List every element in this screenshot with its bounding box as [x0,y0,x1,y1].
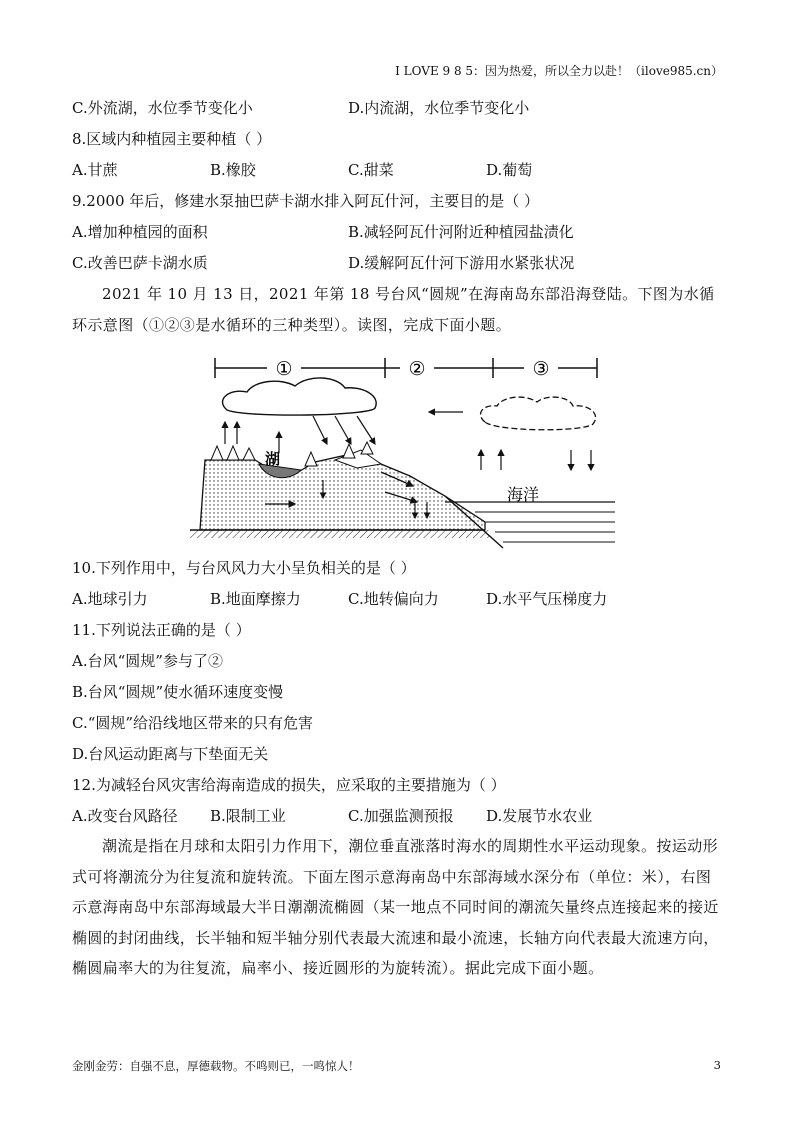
q11-stem: 11.下列说法正确的是（ ） [72,621,251,639]
page-header: I LOVE 9 8 5：因为热爱，所以全力以赴！（ilove985.cn） [395,64,723,78]
q8-option-c: C.甜菜 [348,161,394,179]
q11-option-c: C.“圆规”给沿线地区带来的只有危害 [72,714,314,732]
q12-stem: 12.为减轻台风灾害给海南造成的损失，应采取的主要措施为（ ） [72,776,506,794]
q12-option-a: A.改变台风路径 [72,807,178,825]
q10-option-d: D.水平气压梯度力 [486,590,608,608]
q8-option-d: D.葡萄 [486,161,533,179]
land-body [200,452,485,530]
q11-option-b: B.台风“圆规”使水循环速度变慢 [72,683,284,701]
footer-motto: 金刚金劳：自强不息，厚德载物。不鸣则已，一鸣惊人！ [72,1059,360,1073]
q10-stem: 10.下列作用中，与台风风力大小呈负相关的是（ ） [72,559,416,577]
q12-option-d: D.发展节水农业 [486,807,593,825]
q7-option-c: C.外流湖，水位季节变化小 [72,99,253,117]
q12-option-c: C.加强监测预报 [348,807,454,825]
q10-option-b: B.地面摩擦力 [210,590,301,608]
water-cycle-figure [185,352,625,552]
q8-option-b: B.橡胶 [210,161,256,179]
page-number: 3 [713,1058,721,1072]
q8-option-a: A.甘蔗 [72,161,118,179]
sea-cloud [481,397,596,430]
q7-option-d: D.内流湖，水位季节变化小 [348,99,530,117]
q8-stem: 8.区域内种植园主要种植（ ） [72,130,272,148]
cycle-label-2: ② [408,358,426,380]
q9-option-b: B.减轻阿瓦什河附近种植园盐渍化 [348,223,574,241]
q9-option-d: D.缓解阿瓦什河下游用水紧张状况 [348,254,575,272]
passage-typhoon: 2021 年 10 月 13 日，2021 年第 18 号台风“圆规”在海南岛东部沿海登陆。下图为水循环示意图（①②③是水循环的三种类型）。读图，完成下面小题。 [72,285,715,334]
q10-option-a: A.地球引力 [72,590,148,608]
passage-tidal-current: 潮流是指在月球和太阳引力作用下，潮位垂直涨落时海水的周期性水平运动现象。按运动形式可将潮流分为往复流和旋转流。下面左图示意海南岛中东部海域水深分布（单位：米），右图示意海南岛中东部海域最大半日潮潮流椭圆（某一地点不同时间的潮流矢量终点连接起来的接近椭圆的封闭曲线，长半轴和短半轴分别代表最大流速和最小流速，长轴方向代表最大流速方向，椭圆扁率大的为往复流，扁率小、接近圆形的为旋转流）。据此完成下面小题。 [72,837,719,977]
ocean-label: 海洋 [507,485,540,504]
cycle-label-1: ① [275,358,293,380]
q10-option-c: C.地转偏向力 [348,590,439,608]
q12-option-b: B.限制工业 [210,807,286,825]
cycle-label-3: ③ [532,358,550,380]
q11-option-a: A.台风“圆规”参与了② [72,652,223,670]
q11-option-d: D.台风运动距离与下垫面无关 [72,745,269,763]
q9-stem: 9.2000 年后，修建水泵抽巴萨卡湖水排入阿瓦什河，主要目的是（ ） [72,192,540,210]
lake-label: 湖 [265,450,281,468]
q9-option-c: C.改善巴萨卡湖水质 [72,254,208,272]
q9-option-a: A.增加种植园的面积 [72,223,208,241]
land-cloud [223,378,377,415]
